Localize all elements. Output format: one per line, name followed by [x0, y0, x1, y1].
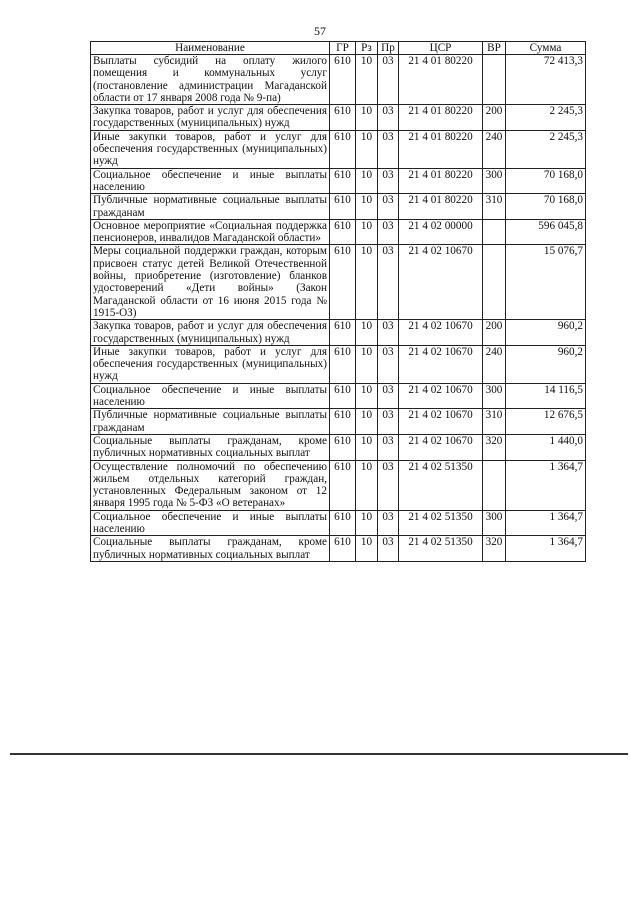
cell-vr: 310: [483, 409, 506, 435]
cell-sum: 596 045,8: [506, 219, 586, 245]
cell-gr: 610: [330, 219, 356, 245]
cell-rz: 10: [356, 536, 378, 562]
cell-sum: 15 076,7: [506, 245, 586, 320]
cell-rz: 10: [356, 219, 378, 245]
header-csr: ЦСР: [399, 42, 483, 55]
cell-name: Публичные нормативные социальные выплаты гражданам: [91, 409, 330, 435]
cell-pr: 03: [378, 245, 399, 320]
cell-rz: 10: [356, 409, 378, 435]
header-sum: Сумма: [506, 42, 586, 55]
cell-csr: 21 4 02 10670: [399, 320, 483, 346]
cell-pr: 03: [378, 536, 399, 562]
cell-rz: 10: [356, 460, 378, 510]
cell-gr: 610: [330, 194, 356, 220]
budget-table: [90, 41, 586, 562]
cell-pr: 03: [378, 460, 399, 510]
cell-gr: 610: [330, 245, 356, 320]
header-pr: Пр: [378, 42, 399, 55]
cell-sum: 960,2: [506, 345, 586, 383]
cell-vr: 200: [483, 320, 506, 346]
table-row: [91, 320, 586, 346]
cell-csr: 21 4 02 10670: [399, 434, 483, 460]
cell-name: Закупка товаров, работ и услуг для обеспечения государственных (муниципальных) нужд: [91, 320, 330, 346]
table-row: [91, 460, 586, 510]
cell-pr: 03: [378, 55, 399, 105]
cell-name: Выплаты субсидий на оплату жилого помещения и коммунальных услуг (постановление администрации Магаданской области от 17 января 2008 года № 9-па): [91, 55, 330, 105]
cell-rz: 10: [356, 55, 378, 105]
table-row: [91, 536, 586, 562]
cell-vr: [483, 55, 506, 105]
cell-pr: 03: [378, 105, 399, 131]
cell-csr: 21 4 02 10670: [399, 383, 483, 409]
cell-csr: 21 4 02 51350: [399, 536, 483, 562]
cell-rz: 10: [356, 168, 378, 194]
table-row: [91, 55, 586, 105]
cell-sum: 70 168,0: [506, 194, 586, 220]
cell-sum: 1 364,7: [506, 460, 586, 510]
table-row: [91, 245, 586, 320]
footer-divider: [10, 753, 628, 755]
cell-pr: 03: [378, 168, 399, 194]
cell-pr: 03: [378, 383, 399, 409]
cell-rz: 10: [356, 130, 378, 168]
cell-sum: 2 245,3: [506, 105, 586, 131]
cell-name: Социальные выплаты гражданам, кроме публичных нормативных социальных выплат: [91, 536, 330, 562]
cell-rz: 10: [356, 105, 378, 131]
cell-sum: 960,2: [506, 320, 586, 346]
cell-pr: 03: [378, 130, 399, 168]
table-row: [91, 194, 586, 220]
cell-rz: 10: [356, 383, 378, 409]
table-row: [91, 510, 586, 536]
cell-name: Публичные нормативные социальные выплаты гражданам: [91, 194, 330, 220]
cell-sum: 72 413,3: [506, 55, 586, 105]
cell-vr: [483, 460, 506, 510]
cell-gr: 610: [330, 55, 356, 105]
table-row: [91, 383, 586, 409]
cell-rz: 10: [356, 245, 378, 320]
cell-csr: 21 4 02 10670: [399, 409, 483, 435]
cell-gr: 610: [330, 510, 356, 536]
cell-csr: 21 4 02 00000: [399, 219, 483, 245]
cell-gr: 610: [330, 168, 356, 194]
cell-csr: 21 4 01 80220: [399, 130, 483, 168]
cell-vr: 240: [483, 345, 506, 383]
cell-sum: 1 440,0: [506, 434, 586, 460]
table-row: [91, 168, 586, 194]
cell-gr: 610: [330, 536, 356, 562]
cell-csr: 21 4 02 10670: [399, 245, 483, 320]
header-name: Наименование: [91, 42, 330, 55]
cell-sum: 2 245,3: [506, 130, 586, 168]
cell-name: Иные закупки товаров, работ и услуг для обеспечения государственных (муниципальных) нужд: [91, 345, 330, 383]
cell-gr: 610: [330, 383, 356, 409]
cell-vr: 300: [483, 510, 506, 536]
cell-vr: 200: [483, 105, 506, 131]
header-gr: ГР: [330, 42, 356, 55]
cell-gr: 610: [330, 105, 356, 131]
cell-sum: 70 168,0: [506, 168, 586, 194]
table-row: [91, 345, 586, 383]
cell-gr: 610: [330, 460, 356, 510]
table-row: [91, 219, 586, 245]
cell-vr: [483, 245, 506, 320]
header-rz: Рз: [356, 42, 378, 55]
cell-rz: 10: [356, 194, 378, 220]
page-number: 57: [314, 24, 326, 38]
cell-pr: 03: [378, 194, 399, 220]
cell-rz: 10: [356, 510, 378, 536]
cell-sum: 14 116,5: [506, 383, 586, 409]
cell-pr: 03: [378, 510, 399, 536]
cell-name: Социальные выплаты гражданам, кроме публичных нормативных социальных выплат: [91, 434, 330, 460]
cell-sum: 1 364,7: [506, 510, 586, 536]
table-row: [91, 434, 586, 460]
cell-rz: 10: [356, 434, 378, 460]
cell-gr: 610: [330, 130, 356, 168]
cell-name: Социальное обеспечение и иные выплаты населению: [91, 168, 330, 194]
cell-sum: 12 676,5: [506, 409, 586, 435]
cell-csr: 21 4 01 80220: [399, 168, 483, 194]
cell-vr: 300: [483, 168, 506, 194]
cell-csr: 21 4 02 51350: [399, 510, 483, 536]
cell-gr: 610: [330, 434, 356, 460]
cell-csr: 21 4 01 80220: [399, 194, 483, 220]
table-row: [91, 130, 586, 168]
cell-vr: 320: [483, 434, 506, 460]
table-header-row: [91, 42, 586, 55]
cell-name: Основное мероприятие «Социальная поддержка пенсионеров, инвалидов Магаданской области»: [91, 219, 330, 245]
cell-name: Меры социальной поддержки граждан, которым присвоен статус детей Великой Отечественной войны, приобретение (изготовление) бланков удостоверений «Дети войны» (Закон Магаданской области от 16 июня 2015 года № 1915-ОЗ): [91, 245, 330, 320]
cell-vr: 310: [483, 194, 506, 220]
table-row: [91, 105, 586, 131]
cell-gr: 610: [330, 320, 356, 346]
cell-vr: 240: [483, 130, 506, 168]
cell-gr: 610: [330, 345, 356, 383]
cell-name: Осуществление полномочий по обеспечению жильем отдельных категорий граждан, установленных Федеральным законом от 12 января 1995 года № 5-ФЗ «О ветеранах»: [91, 460, 330, 510]
cell-csr: 21 4 02 51350: [399, 460, 483, 510]
cell-vr: [483, 219, 506, 245]
cell-name: Социальное обеспечение и иные выплаты населению: [91, 383, 330, 409]
cell-name: Иные закупки товаров, работ и услуг для обеспечения государственных (муниципальных) нужд: [91, 130, 330, 168]
cell-pr: 03: [378, 345, 399, 383]
cell-pr: 03: [378, 434, 399, 460]
cell-gr: 610: [330, 409, 356, 435]
cell-name: Социальное обеспечение и иные выплаты населению: [91, 510, 330, 536]
header-vr: ВР: [483, 42, 506, 55]
cell-rz: 10: [356, 320, 378, 346]
cell-csr: 21 4 01 80220: [399, 105, 483, 131]
cell-csr: 21 4 01 80220: [399, 55, 483, 105]
cell-csr: 21 4 02 10670: [399, 345, 483, 383]
cell-rz: 10: [356, 345, 378, 383]
cell-vr: 300: [483, 383, 506, 409]
cell-pr: 03: [378, 320, 399, 346]
cell-pr: 03: [378, 219, 399, 245]
cell-name: Закупка товаров, работ и услуг для обеспечения государственных (муниципальных) нужд: [91, 105, 330, 131]
cell-sum: 1 364,7: [506, 536, 586, 562]
cell-pr: 03: [378, 409, 399, 435]
table-row: [91, 409, 586, 435]
cell-vr: 320: [483, 536, 506, 562]
